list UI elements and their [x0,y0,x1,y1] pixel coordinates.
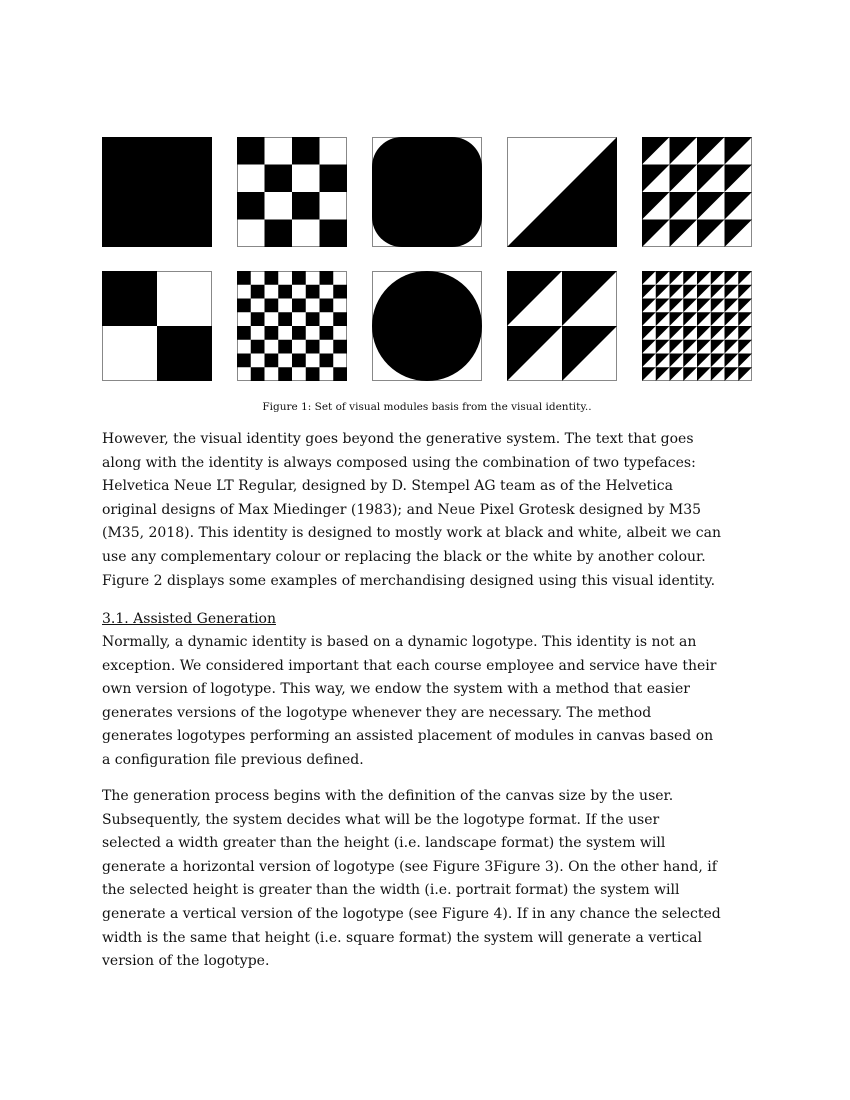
section-heading: 3.1. Assisted Generation [102,611,276,627]
module-quadrant-squares [102,271,212,381]
paragraph-typefaces: However, the visual identity goes beyond the generative system. The text that goes along with the identity is always composed using the combination of two typefaces: Helvetica Neue LT Regular, designed by D. Stempel AG team as of the Helvetica original designs of Max Miedinger (1983); and Neue Pixel Grotesk designed by M35 (M35, 2018). This identity is designed to mostly work at black and white, albeit we can use any complementary colour or replacing the black or the white by another colour. Figure 2 displays some examples of merchandising designed using this visual identity. [102,431,721,589]
module-triangle-grid-2x2 [507,271,617,381]
paragraph-generation-process: The generation process begins with the definition of the canvas size by the user. Subsequently, the system decides what will be the logotype format. If the user selected a width greater than the height (i.e. landscape format) the system will generate a horizontal version of logotype (see Figure 3Figure 3). On the other hand, if the selected height is greater than the width (i.e. portrait format) the system will generate a vertical version of the logotype (see Figure 4). If in any chance the selected width is the same that height (i.e. square format) the system will generate a vertical version of the logotype. [102,788,721,970]
module-triangle-grid-4x4 [642,137,752,247]
figure-caption: Figure 1: Set of visual modules basis from the visual identity.. [262,401,592,413]
module-diagonal-half [507,137,617,247]
module-solid-square [102,137,212,247]
module-triangle-grid-8x8 [642,271,752,381]
module-checkerboard-4x4 [237,137,347,247]
paragraph-assisted-generation: Normally, a dynamic identity is based on a dynamic logotype. This identity is not an exception. We considered important that each course employee and service have their own version of logotype. This way, we endow the system with a method that easier generates versions of the logotype whenever they are necessary. The method generates logotypes performing an assisted placement of modules in canvas based on a configuration file previous defined. [102,634,717,768]
module-rounded-square [372,137,482,247]
module-circle [372,271,482,381]
module-checkerboard-8x8 [237,271,347,381]
